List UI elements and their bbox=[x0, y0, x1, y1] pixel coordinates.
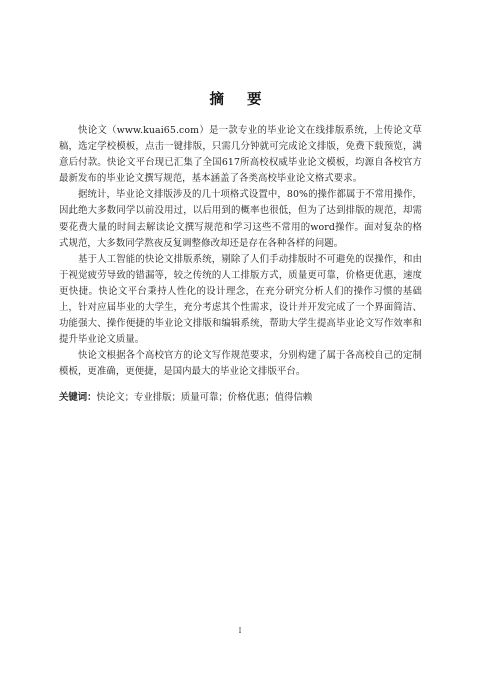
abstract-paragraph-4: 快论文根据各个高校官方的论文写作规范要求，分别构建了属于各高校自己的定制模板，更准确，更便捷，是国内最大的毕业论文排版平台。 bbox=[59, 350, 422, 378]
abstract-paragraph-1: 快论文（www.kuai65.com）是一款专业的毕业论文在线排版系统，上传论文草稿，选定学校模板，点击一键排版，只需几分钟就可完成论文排版，免费下载预览，满意后付款。快论文平台现已汇集了全国617所高校权威毕业论文模板，均源自各校官方最新发布的毕业论文撰写规范，基本涵盖了各类高校毕业论文格式要求。 bbox=[59, 125, 422, 185]
abstract-paragraph-2: 据统计，毕业论文排版涉及的几十项格式设置中，80%的操作都属于不常用操作，因此绝大多数同学以前没用过，以后用到的概率也很低，但为了达到排版的规范，却需要花费大量的时间去解读论文撰写规范和学习这些不常用的word操作。面对复杂的格式规范，大多数同学熬夜反复调整修改却还是存在各种各样的问题。 bbox=[59, 189, 422, 249]
abstract-title: 摘 要 bbox=[209, 92, 271, 108]
abstract-paragraph-3: 基于人工智能的快论文排版系统，剔除了人们手动排版时不可避免的误操作，和由于视觉疲劳导致的错漏等，较之传统的人工排版方式，质量更可靠，价格更优惠，速度更快捷。快论文平台秉持人性化的设计理念，在充分研究分析人们的操作习惯的基础上，针对应届毕业的大学生，充分考虑其个性需求，设计并开发完成了一个界面简洁、功能强大、操作便捷的毕业论文排版和编辑系统，帮助大学生提高毕业论文写作效率和提升毕业论文质量。 bbox=[59, 253, 422, 346]
keywords-line bbox=[59, 390, 422, 406]
abstract-body bbox=[59, 123, 422, 406]
page-number: I bbox=[238, 627, 242, 635]
keywords-label: 关键词： bbox=[59, 391, 97, 403]
keywords-text: 快论文；专业排版；质量可靠；价格优惠；值得信赖 bbox=[96, 391, 313, 403]
